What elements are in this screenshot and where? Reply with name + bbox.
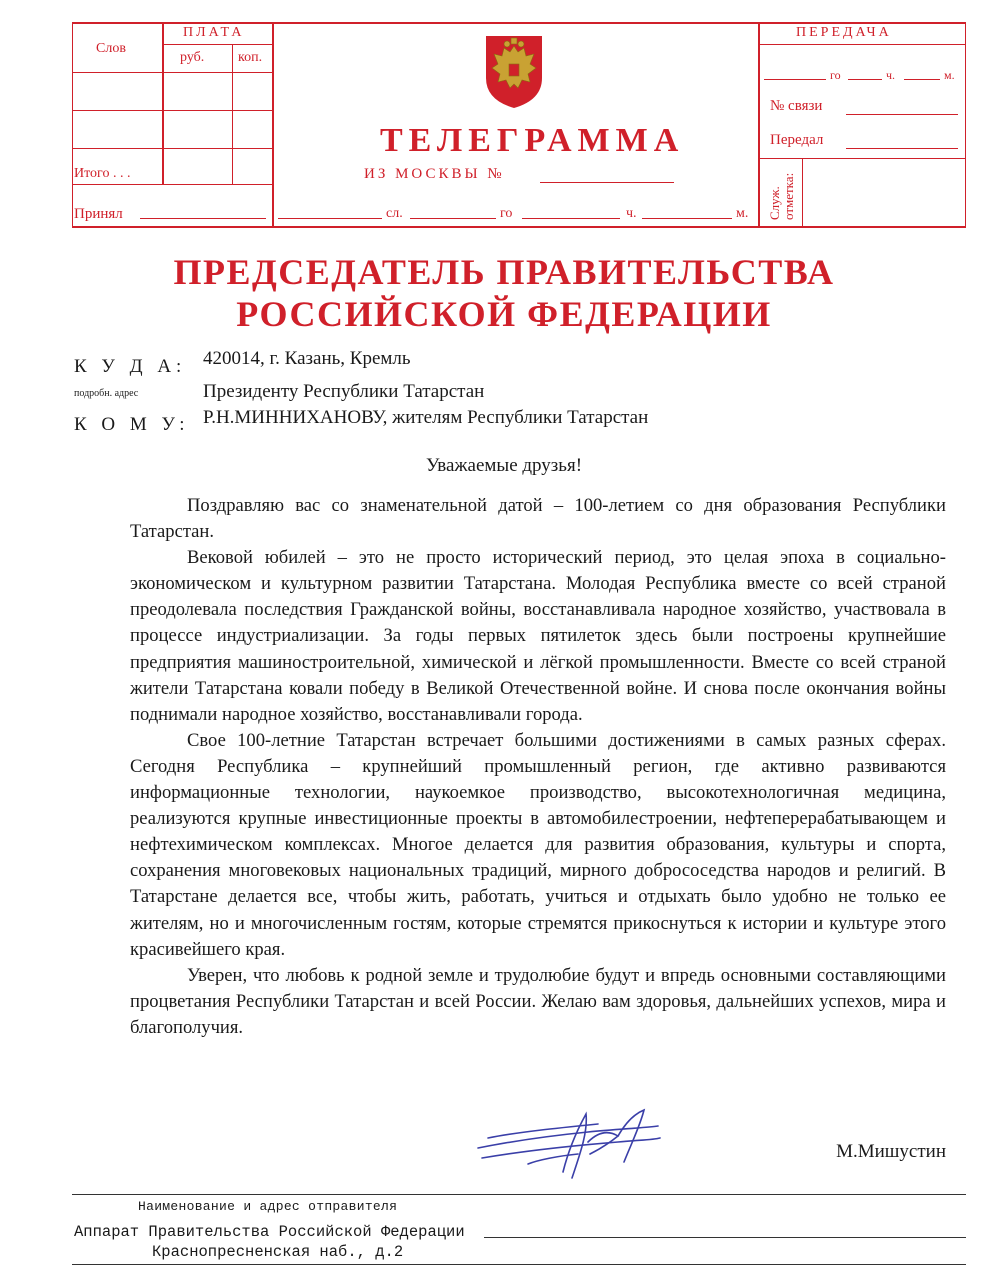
kuda-value: 420014, г. Казань, Кремль xyxy=(203,348,411,369)
row-line-4 xyxy=(72,184,272,185)
left-block-right-border xyxy=(272,22,274,228)
form-bottom-border xyxy=(72,226,966,228)
row-line-3 xyxy=(72,148,272,149)
plata-underline xyxy=(162,44,272,45)
signer-name: М.Мишустин xyxy=(836,1141,946,1162)
sender-address: Краснопресненская наб., д.2 xyxy=(152,1243,404,1261)
sluzh-divider xyxy=(802,158,803,228)
prinyal-label: Принял xyxy=(74,206,123,222)
kop-label: коп. xyxy=(238,50,263,65)
telegram-number-blank xyxy=(540,182,674,183)
form-top-border xyxy=(72,22,966,24)
peredacha-go-label: го xyxy=(830,68,841,82)
sender-name: Аппарат Правительства Российской Федерации xyxy=(74,1223,465,1241)
paragraph-2: Вековой юбилей – это не просто исторический период, это целая эпоха в социально-экономическом и культурном развитии Татарстана. Молодая Республика вместе со всей страной преодолевала последствия Гражданской войны, восстанавливала народное хозяйство, участвовала в процессе индустриализации. За годы первых пятилеток здесь были построены крупнейшие предприятия машиностроительной, химической и лёгкой промышленности. Вместе со всей страной жители Татарстана ковали победу в Великой Отечественной войне. И снова после окончания войны поднимали народное хозяйство, восстанавливали города. xyxy=(130,547,946,725)
peredal-label: Передал xyxy=(770,132,824,148)
sender-name-line xyxy=(484,1237,966,1238)
komu-label: К О М У: xyxy=(74,414,190,435)
plata-label: ПЛАТА xyxy=(183,25,245,40)
row-line-1 xyxy=(72,72,272,73)
address-hint: подробн. адрес xyxy=(74,388,139,399)
row-line-2 xyxy=(72,110,272,111)
peredacha-m-blank xyxy=(904,79,940,80)
footer-top-line xyxy=(72,1194,966,1195)
svyazi-label: № связи xyxy=(770,98,823,114)
letter-body xyxy=(130,493,946,1041)
svyazi-blank xyxy=(846,114,958,115)
kuda-label: К У Д А: xyxy=(74,356,187,377)
sender-title-line-2: РОССИЙСКОЙ ФЕДЕРАЦИИ xyxy=(236,294,772,334)
signature-image xyxy=(468,1102,668,1182)
slov-label: Слов xyxy=(96,41,126,56)
greeting: Уважаемые друзья! xyxy=(425,455,583,476)
footer-bottom-line xyxy=(72,1264,966,1265)
sluzh-label: Служ. отметка: xyxy=(767,172,796,220)
sl-blank xyxy=(278,218,382,219)
peredacha-underline xyxy=(758,44,966,45)
form-right-border xyxy=(965,22,966,228)
rub-kop-divider xyxy=(232,44,233,184)
telegram-title: ТЕЛЕГРАММА xyxy=(380,122,685,159)
sl-label: сл. xyxy=(386,206,403,221)
recipient-line-1: Президенту Республики Татарстан xyxy=(203,381,485,402)
peredal-blank xyxy=(846,148,958,149)
recipient-line-2: Р.Н.МИННИХАНОВУ, жителям Республики Татарстан xyxy=(203,407,649,428)
right-block-left-border xyxy=(758,22,760,228)
paragraph-4: Уверен, что любовь к родной земле и трудолюбие будут и впредь основными составляющими процветания Республики Татарстан и всей России. Желаю вам здоровья, дальнейших успехов, мира и благополучия. xyxy=(130,964,946,1038)
rub-label: руб. xyxy=(180,50,205,65)
coat-of-arms-icon xyxy=(480,30,548,110)
ch-blank xyxy=(522,218,620,219)
paragraph-1: Поздравляю вас со знаменательной датой – 100-летием со дня образования Республики Татарстан. xyxy=(130,495,946,543)
go-label: го xyxy=(500,206,513,221)
sender-title-line-1: ПРЕДСЕДАТЕЛЬ ПРАВИТЕЛЬСТВА xyxy=(173,252,835,292)
itogo-label: Итого . . . xyxy=(74,166,131,181)
sender-caption: Наименование и адрес отправителя xyxy=(138,1199,398,1214)
prinyal-blank xyxy=(140,218,266,219)
from-moscow-label: ИЗ МОСКВЫ № xyxy=(364,166,505,182)
left-col-divider xyxy=(162,22,164,184)
peredacha-go-blank xyxy=(764,79,826,80)
m-blank xyxy=(642,218,732,219)
peredacha-ch-label: ч. xyxy=(886,68,896,82)
peredacha-m-label: м. xyxy=(944,68,955,82)
peredacha-ch-blank xyxy=(848,79,882,80)
paragraph-3: Свое 100-летние Татарстан встречает большими достижениями в самых разных сферах. Сегодня Республика – крупнейший промышленный регион, где активно развиваются информационные технологии, наукоемкое производство, высокотехнологичная медицина, реализуются крупные инвестиционные проекты в автомобилестроении, нефтеперерабатывающем и нефтехимическом комплексах. Многое делается для развития образования, культуры и спорта, сохранения многовековых национальных традиций, мирного добрососедства народов и религий. В Татарстане делается все, чтобы жить, работать, учиться и отдыхать было удобно не только ее жителям, но и многочисленным гостям, которые стремятся прикоснуться к истории и культуре этого красивейшего края. xyxy=(130,729,946,960)
go-blank xyxy=(410,218,496,219)
form-left-border xyxy=(72,22,73,228)
m-label: м. xyxy=(736,206,749,221)
peredacha-label: ПЕРЕДАЧА xyxy=(796,25,892,40)
ch-label: ч. xyxy=(626,206,637,221)
